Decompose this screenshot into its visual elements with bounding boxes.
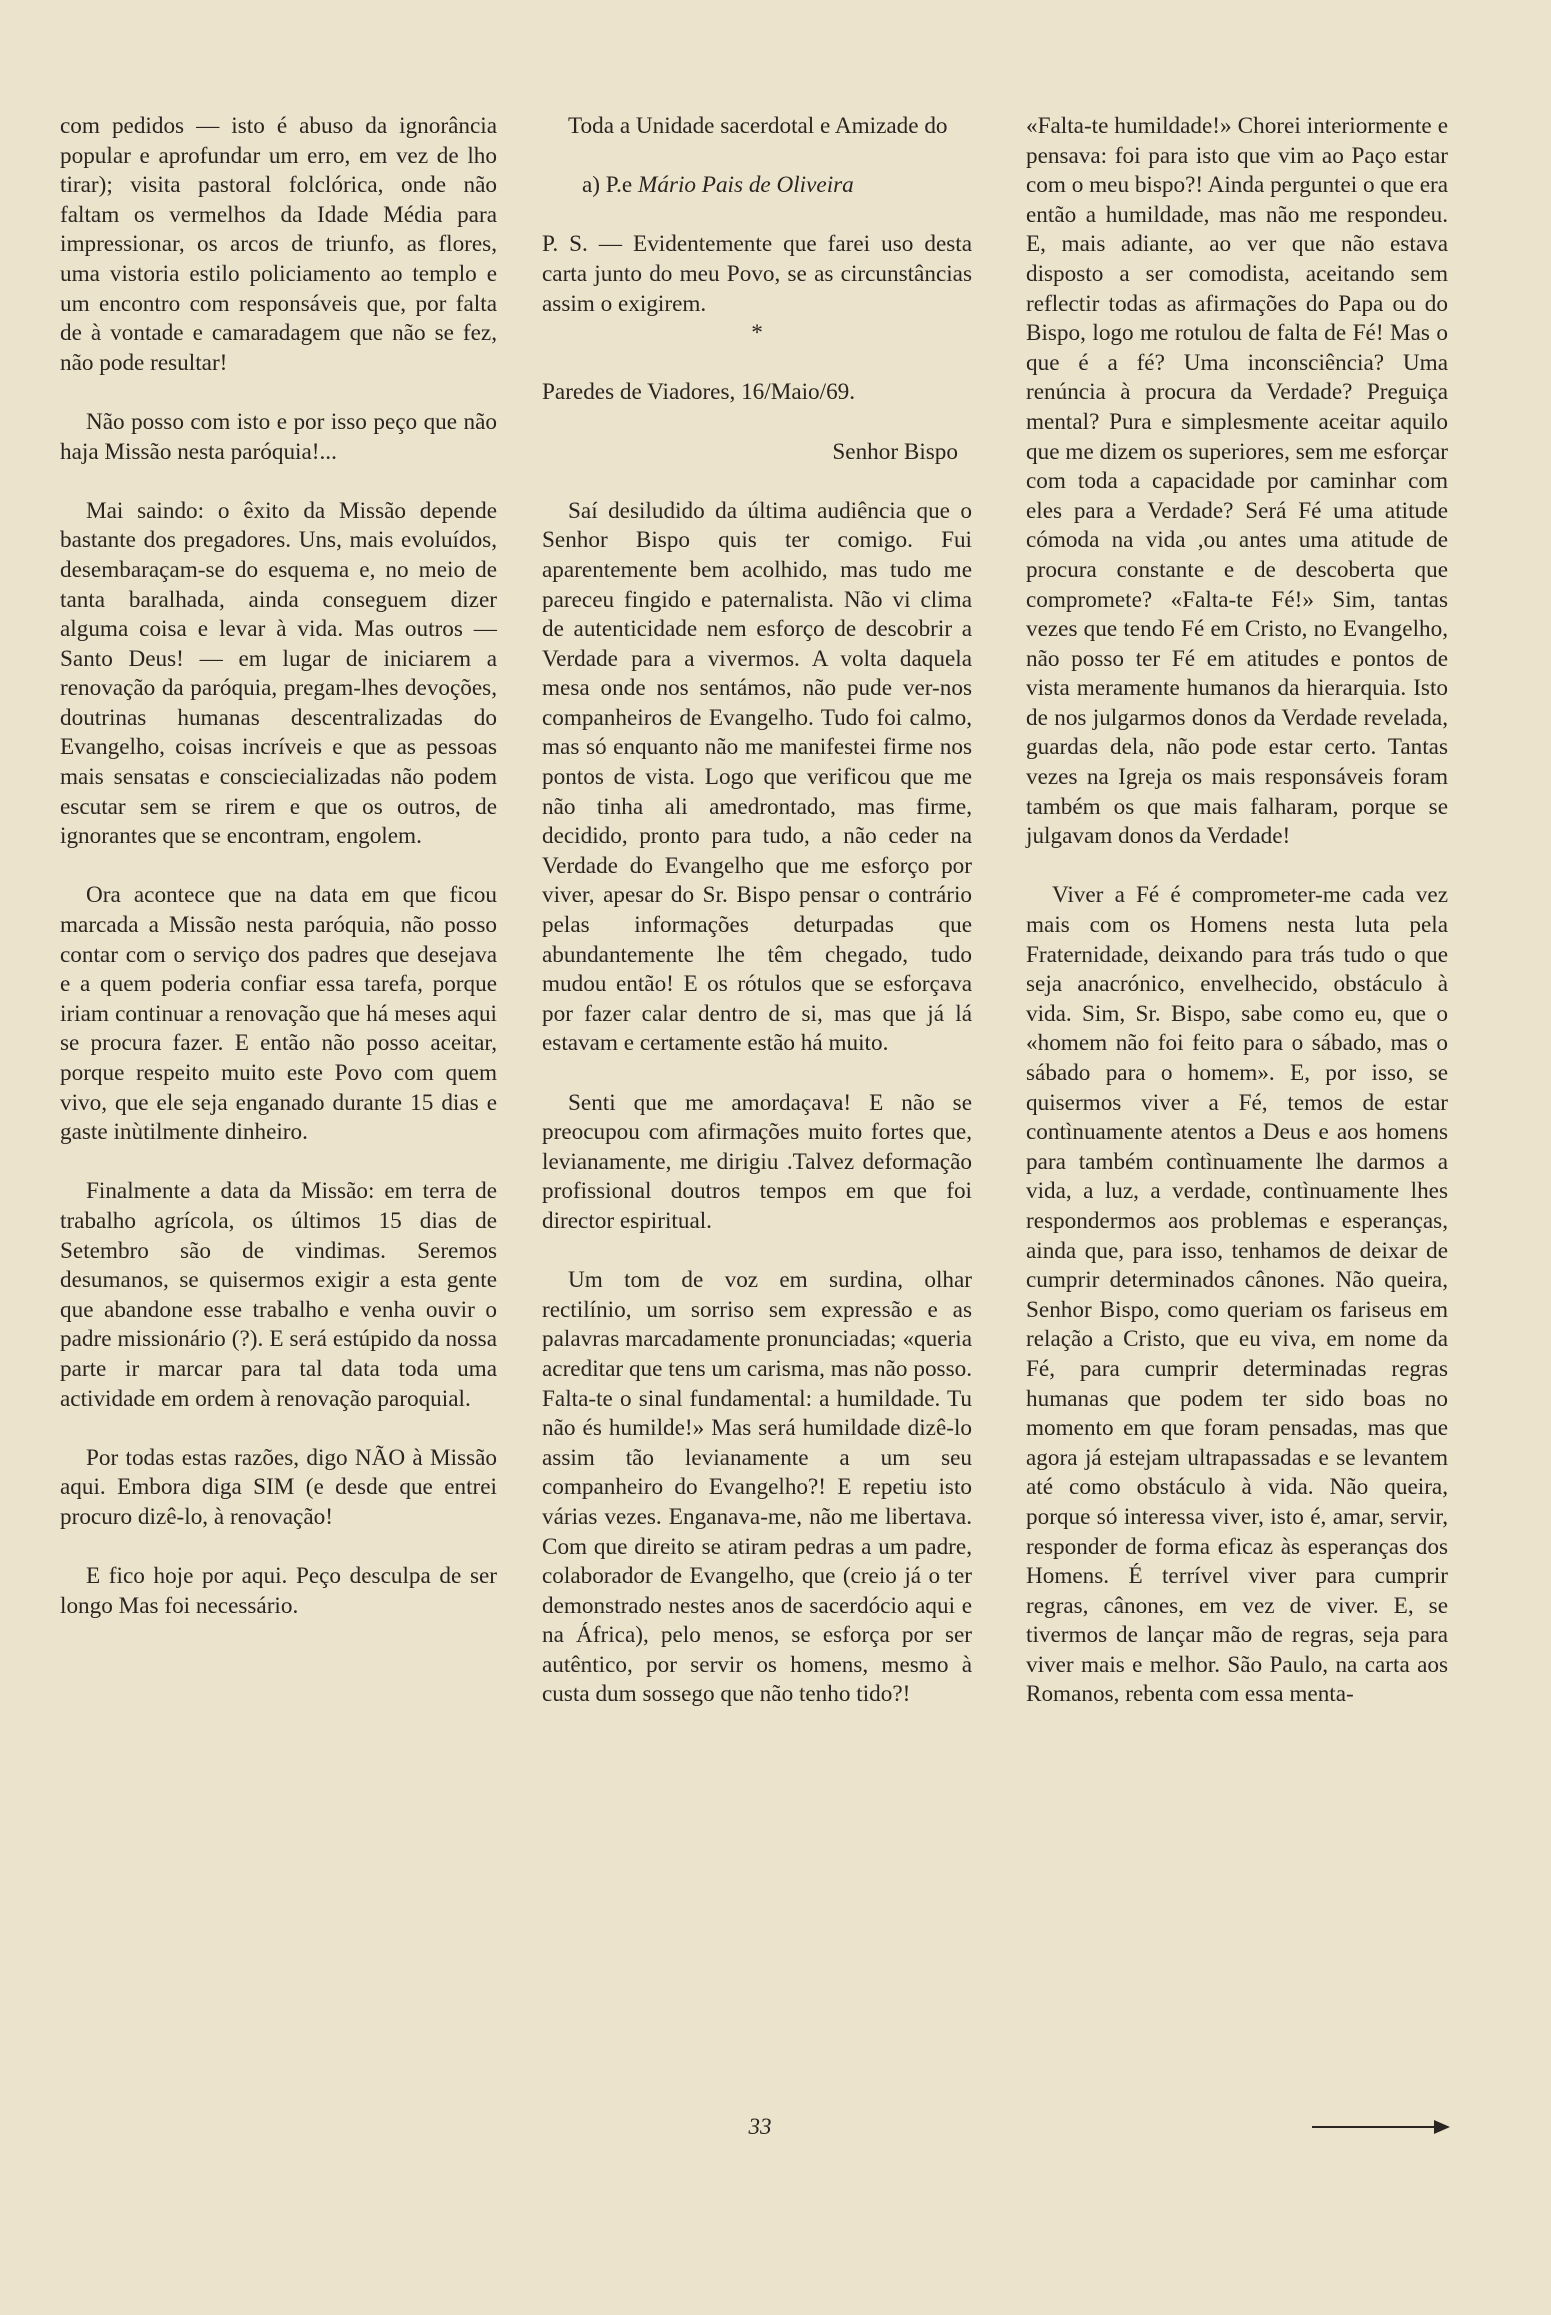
paragraph: Viver a Fé é comprometer-me cada vez mais com os Homens nesta luta pela Fraternidade, deixando para trás tudo o que seja anacrónico, envelhecido, obstáculo à vida. Sim, Sr. Bispo, sabe como eu, que o «homem não foi feito para o sábado, mas o sábado para o homem». E, por isso, se quisermos viver a Fé, temos de estar contìnuamente atentos a Deus e aos homens para também contìnuamente lhe darmos a vida, a luz, a verdade, contìnuamente lhes respondermos aos problemas e esperanças, ainda que, para isso, tenhamos de deixar de cumprir determinados cânones. Não queira, Senhor Bispo, como queriam os fariseus em relação a Cristo, que eu viva, em nome da Fé, para cumprir determinadas regras humanas que podem ter sido boas no momento em que foram pensadas, mas que agora já estejam ultrapassadas e se levantem até como obstáculo à vida. Não queira, porque só interessa viver, isto é, amar, servir, responder de forma eficaz às esperanças dos Homens. É terrível viver para cumprir regras, cânones, em vez de viver. E, se tivermos de lançar mão de regras, seja para viver mais e melhor. São Paulo, na carta aos Romanos, rebenta com essa menta- (1026, 882, 1448, 1708)
column-right (1026, 112, 1448, 1740)
dateline: Paredes de Viadores, 16/Maio/69. (542, 379, 856, 406)
signature (542, 171, 972, 201)
paragraph: E fico hoje por aqui. Peço desculpa de ser longo Mas foi necessário. (60, 1563, 497, 1619)
paragraph: Saí desiludido da última audiência que o Senhor Bispo quis ter comigo. Fui aparentemente bem acolhido, mas tudo me pareceu fingido e paternalista. Não vi clima de autenticidade nem esforço de descobrir a Verdade para a vivermos. A volta daquela mesa onde nos sentámos, não pude ver-nos companheiros de Evangelho. Tudo foi calmo, mas só enquanto não me manifestei firme nos pontos de vista. Logo que verificou que me não tinha ali amedrontado, mas firme, decidido, pronto para tudo, a não ceder na Verdade do Evangelho que me esforço por viver, apesar do Sr. Bispo pensar o contrário pelas informações deturpadas que abundantemente lhe têm chegado, tudo mudou então! E os rótulos que se esforçava por fazer calar dentro de si, mas que já lá estavam e certamente estão há muito. (542, 497, 972, 1057)
signature-prefix: a) P.e (582, 172, 633, 199)
paragraph: Mai saindo: o êxito da Missão depende bastante dos pregadores. Uns, mais evoluídos, desembaraçam-se do esquema e, no meio de tanta baralhada, ainda conseguem dizer alguma coisa e levar à vida. Mas outros — Santo Deus! — em lugar de iniciarem a renovação da paróquia, pregam-lhes devoções, doutrinas humanas descentralizadas do Evangelho, coisas incríveis e que as pessoas mais sensatas e consciecializadas não podem escutar sem se rirem e que os outros, de ignorantes que se encontram, engolem. (60, 497, 497, 850)
postscript: P. S. — Evidentemente que farei uso desta carta junto do meu Povo, se as circunstâncias assim o exigirem. (542, 231, 972, 317)
continue-arrow-icon (1312, 2124, 1452, 2130)
paragraph: com pedidos — isto é abuso da ignorância popular e aprofundar um erro, em vez de lho tirar); visita pastoral folclórica, onde não faltam os vermelhos da Idade Média para impressionar, os arcos de triunfo, as flores, uma vistoria estilo policiamento ao templo e um encontro com responsáveis que, por falta de à vontade e camaradagem que não se fez, não pode resultar! (60, 113, 497, 376)
paragraph: Ora acontece que na data em que ficou marcada a Missão nesta paróquia, não posso contar com o serviço dos padres que desejava e a quem poderia confiar essa tarefa, porque iriam continuar a renovação que há meses aqui se procura fazer. E então não posso aceitar, porque respeito muito este Povo com quem vivo, que ele seja enganado durante 15 dias e gaste inùtilmente dinheiro. (60, 882, 497, 1146)
section-separator: * (751, 320, 763, 347)
paragraph: Senti que me amordaçava! E não se preocupou com afirmações muito fortes que, levianamente, me dirigiu .Talvez deformação profissional doutros tempos em que foi director espiritual. (542, 1089, 972, 1234)
column-middle (542, 112, 972, 1740)
paragraph: Por todas estas razões, digo NÃO à Missão aqui. Embora diga SIM (e desde que entrei procuro dizê-lo, à renovação! (60, 1444, 497, 1530)
paragraph: Finalmente a data da Missão: em terra de trabalho agrícola, os últimos 15 dias de Setembro são de vindimas. Seremos desumanos, se quisermos exigir a esta gente que abandone esse trabalho e venha ouvir o padre missionário (?). E será estúpido da nossa parte ir marcar para tal data toda uma actividade em ordem à renovação paroquial. (60, 1178, 497, 1412)
page-number: 33 (748, 2114, 772, 2139)
signature-name: Mário Pais de Oliveira (638, 172, 854, 199)
paragraph: Um tom de voz em surdina, olhar rectilínio, um sorriso sem expressão e as palavras marcadamente pronunciadas; «queria acreditar que tens um carisma, mas não posso. Falta-te o sinal fundamental: a humildade. Tu não és humilde!» Mas será humildade dizê-lo assim tão levianamente a um seu companheiro do Evangelho?! E repetiu isto várias vezes. Enganava-me, não me libertava. Com que direito se atiram pedras a um padre, colaborador de Evangelho, que (creio já o ter demonstrado nestes anos de sacerdócio aqui e na África), pelo menos, se esforça por ser autêntico, por servir os homens, mesmo à custa dum sossego que não tenho tido?! (542, 1267, 972, 1708)
paragraph: Não posso com isto e por isso peço que não haja Missão nesta paróquia!... (60, 408, 497, 465)
letter-closing: Toda a Unidade sacerdotal e Amizade do (568, 113, 948, 139)
salutation: Senhor Bispo (832, 438, 958, 465)
paragraph: «Falta-te humildade!» Chorei interiormente e pensava: foi para isto que vim ao Paço estar com o meu bispo?! Ainda perguntei o que era então a humildade, mas não me respondeu. E, mais adiante, ao ver que não estava disposto a ser comodista, aceitando sem reflectir todas as afirmações do Papa ou do Bispo, logo me rotulou de falta de Fé! Mas o que é a fé? Uma inconsciência? Uma renúncia à procura da Verdade? Preguiça mental? Pura e simplesmente aceitar aquilo que me dizem os superiores, sem me esforçar com toda a capacidade por caminhar com eles para a Verdade? Será Fé uma atitude cómoda na vida ,ou antes uma atitude de procura constante e de descoberta que compromete? «Falta-te Fé!» Sim, tantas vezes que tendo Fé em Cristo, no Evangelho, não posso ter Fé em atitudes e pontos de vista meramente humanos da hierarquia. Isto de nos julgarmos donos da Verdade revelada, guardas dela, não pode estar certo. Tantas vezes na Igreja os mais responsáveis foram também os que mais falharam, porque se julgavam donos da Verdade! (1026, 113, 1448, 850)
column-left (60, 112, 497, 1651)
